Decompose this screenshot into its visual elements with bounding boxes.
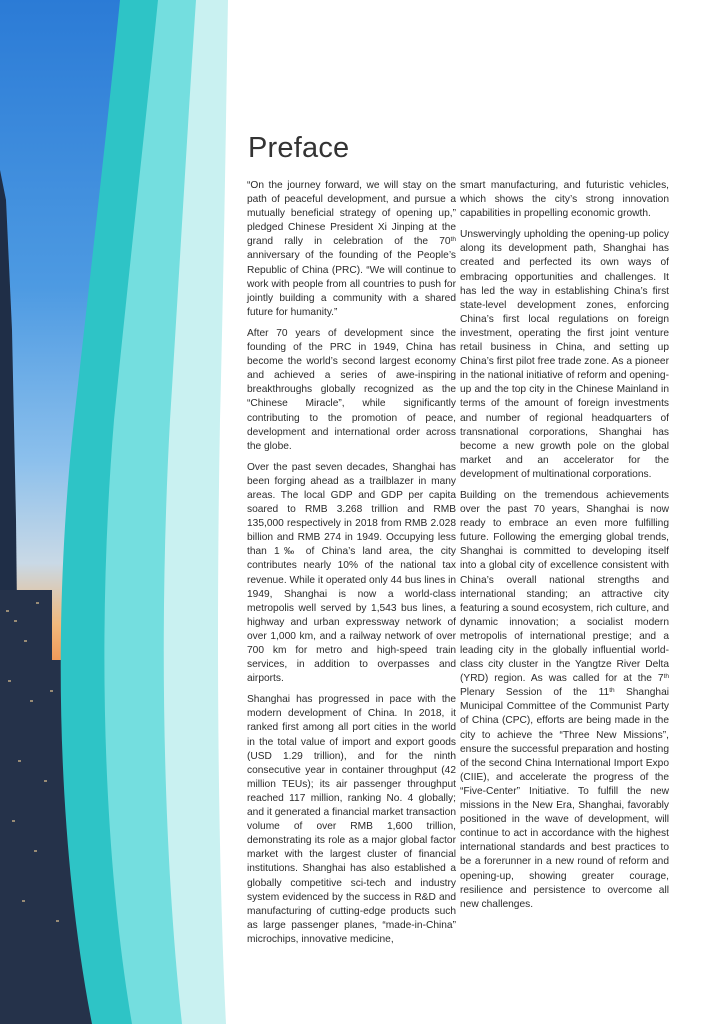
paragraph: smart manufacturing, and futuristic vehicles, which shows the city’s strong innovation capabilities in propelling economic growth. [460,180,669,220]
ordinal-suffix: th [450,236,456,244]
paragraph: Building on the tremendous achievements over the past 70 years, Shanghai is now ready to embrace an even more fulfilling future. Following the emerging global trends, Shanghai is committed to developing itself into a global city of excellence consistent with China’s overall national strengths and international standing; an attractive city featuring a sound ecosystem, rich culture, and dynamic innovation; a socialist modern metropolis of international prestige; and a leading city in the globally influential world-class city cluster in the Yangtze River Delta (YRD) region. As was called for at the 7th Plenary Session of the 11th Shanghai Municipal Committee of the Communist Party of China (CPC), efforts are being made in the city to achieve the “Three New Missions”, ensure the successful preparation and hosting of the second China International Import Expo (CIIE), and accelerate the progress of the “Five-Center” Initiative. To fulfill the new missions in the New Era, Shanghai, favorably positioned in the wave of development, will continue to act in accordance with the highest international standards and best practices to be a forerunner in a new round of reform and opening-up, showing greater courage, resilience and persistence to overcome all new challenges. [460,489,669,910]
ordinal-suffix: th [663,673,669,681]
paragraph: After 70 years of development since the founding of the PRC in 1949, China has become the world’s second largest economy and achieved a series of awe-inspiring breakthroughs globally recognized as the “Chinese Miracle”, while significantly contributing to the promotion of peace, development and international order across the globe. [247,327,456,452]
paragraph: Unswervingly upholding the opening-up policy along its development path, Shanghai has created and perfected its own ways of embracing opportunities and challenges. It has led the way in establishing China’s first state-level development zones, enforcing China’s first local regulations on foreign investment, operating the first joint venture retail business in China, and setting up China’s first pilot free trade zone. As a pioneer in the national initiative of reform and opening-up and the top city in the Chinese Mainland in terms of the amount of foreign investments and number of regional headquarters of transnational corporations, Shanghai has become a new growth pole on the global market and an accelerator for the development of multinational corporations. [460,229,669,480]
ordinal-suffix: th [609,687,615,695]
paragraph: “On the journey forward, we will stay on the path of peaceful development, and pursue a mutually beneficial strategy of opening up,” pledged Chinese President Xi Jinping at the grand rally in celebration of the 70th anniversary of the founding of the People’s Republic of China (PRC). “We will continue to work with people from all countries to push for jointly building a community with a shared future for humanity.” [247,180,456,318]
right-column [460,179,669,919]
page-title: Preface [248,132,350,164]
left-column [247,179,456,954]
paragraph: Shanghai has progressed in pace with the modern development of China. In 2018, it ranked first among all port cities in the world in the total value of import and export goods (USD 1.29 trillion), and for the ninth consecutive year in container throughput (42 million TEUs); its air passenger throughput reached 117 million, ranking No. 4 globally; and it generated a financial market transaction volume of over RMB 1,600 trillion, demonstrating its role as a major global factor market with the largest cluster of financial institutions. Shanghai has also established a globally competitive sci-tech and industry system evidenced by the success in R&D and manufacturing of cutting-edge products such as large passenger planes, “made-in-China” microchips, innovative medicine, [247,694,456,945]
paragraph: Over the past seven decades, Shanghai has been forging ahead as a trailblazer in many areas. The local GDP and GDP per capita soared to RMB 3.268 trillion and RMB 135,000 respectively in 2018 from RMB 2.028 billion and RMB 274 in 1949. Occupying less than 1‰ of China’s land area, the city contributes nearly 10% of the national tax revenue. While it operated only 44 bus lines in 1949, Shanghai is now a world-class metropolis well served by 1,543 bus lines, a highway and urban expressway network of over 1,000 km, and a railway network of over 700 km for metro and high-speed train services, in addition to overpasses and airports. [247,461,456,685]
